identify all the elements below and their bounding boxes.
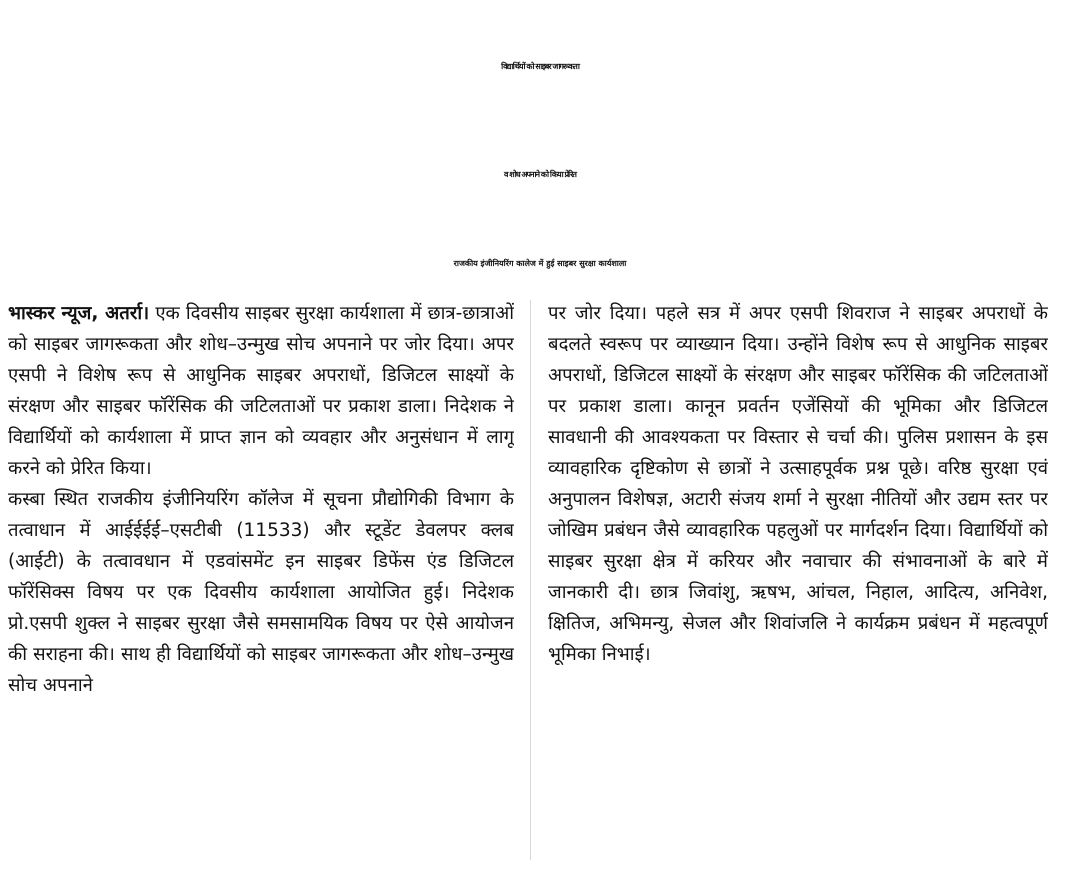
headline-line-2: व शोध अपनाने को किया प्रेरित	[503, 170, 576, 179]
article-paragraph-3: पर जोर दिया। पहले सत्र में अपर एसपी शिवराज ने साइबर अपराधों के बदलते स्वरूप पर व्याख्यान दिया। उन्होंने विशेष रूप से आधुनिक साइबर अपराधों, डिजिटल साक्ष्यों के संरक्षण और साइबर फॉरेंसिक की जटिलताओं पर प्रकाश डाला। कानून प्रवर्तन एजेंसियों की भूमिका और डिजिटल सावधानी की आवश्यकता पर विस्तार से चर्चा की। पुलिस प्रशासन के इस व्यावहारिक दृष्टिकोण से छात्रों ने उत्साहपूर्वक प्रश्न पूछे। वरिष्ठ सुरक्षा एवं अनुपालन विशेषज्ञ, अटारी संजय शर्मा ने सुरक्षा नीतियों और उद्यम स्तर पर जोखिम प्रबंधन जैसे व्यावहारिक पहलुओं पर मार्गदर्शन दिया। विद्यार्थियों को साइबर सुरक्षा क्षेत्र में करियर और नवाचार की संभावनाओं के बारे में जानकारी दी। छात्र जिवांशु, ऋषभ, आंचल, निहाल, आदित्य, अनिवेश, क्षितिज, अभिमन्यु, सेजल और शिवांजलि ने कार्यक्रम प्रबंधन में महत्वपूर्ण भूमिका निभाई।	[548, 303, 1048, 665]
dateline: भास्कर न्यूज, अतर्रा।	[8, 303, 150, 324]
article-column-left	[8, 298, 514, 868]
subheadline: राजकीय इंजीनियरिंग कालेज में हुई साइबर सुरक्षा कार्यशाला	[453, 259, 627, 268]
article-paragraph-2: कस्बा स्थित राजकीय इंजीनियरिंग कॉलेज में सूचना प्रौद्योगिकी विभाग के तत्वाधान में आईईईई–एसटीबी (11533) और स्टूडेंट डेवलपर क्लब (आईटी) के तत्वावधान में एडवांसमेंट इन साइबर डिफेंस एंड डिजिटल फॉरेंसिक्स विषय पर एक दिवसीय कार्यशाला आयोजित हुई। निदेशक प्रो.एसपी शुक्ल ने साइबर सुरक्षा जैसे समसामयिक विषय पर ऐसे आयोजन की सराहना की। साथ ही विद्यार्थियों को साइबर जागरूकता और शोध–उन्मुख सोच अपनाने	[8, 489, 514, 696]
article-paragraph-1	[8, 298, 514, 484]
column-divider	[530, 300, 531, 860]
headline-line-1: विद्यार्थियों को साइबर जागरूकता	[501, 62, 579, 71]
article-column-right	[548, 298, 1048, 868]
article-paragraph-1-text: एक दिवसीय साइबर सुरक्षा कार्यशाला में छात्र-छात्राओं को साइबर जागरूकता और शोध–उन्मुख सोच अपनाने पर जोर दिया। अपर एसपी ने विशेष रूप से आधुनिक साइबर अपराधों, डिजिटल साक्ष्यों के संरक्षण और साइबर फॉरेंसिक की जटिलताओं पर प्रकाश डाला। निदेशक ने विद्यार्थियों को कार्यशाला में प्राप्त ज्ञान को व्यवहार और अनुसंधान में लागू करने को प्रेरित किया।	[8, 303, 514, 479]
